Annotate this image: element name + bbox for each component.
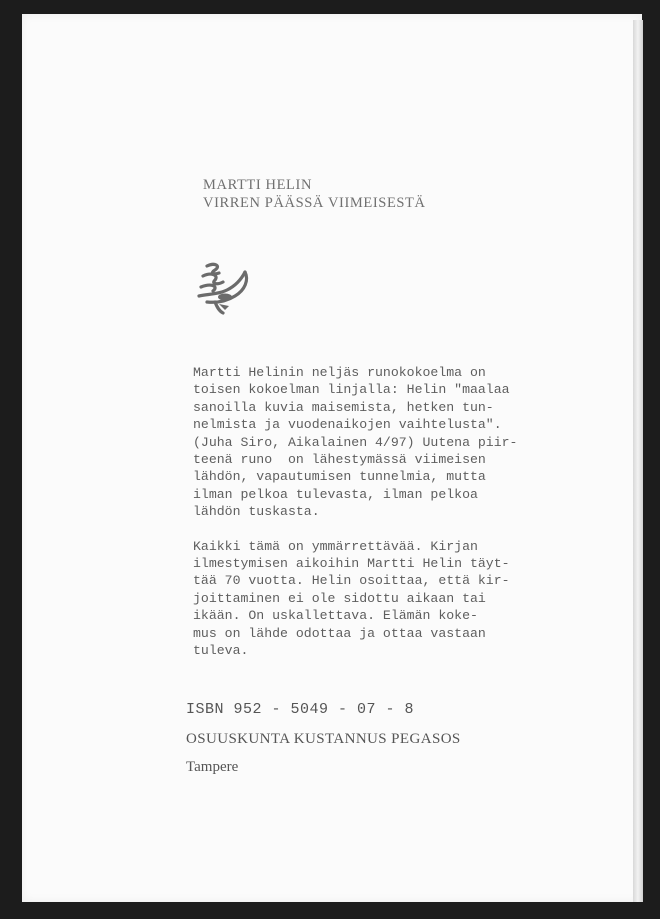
text-line: ilmestymisen aikoihin Martti Helin täyt-	[193, 556, 510, 572]
text-line: tuleva.	[193, 643, 249, 659]
book-description	[193, 364, 558, 660]
text-line: ikään. On uskallettava. Elämän koke-	[193, 608, 478, 624]
book-header	[203, 176, 426, 212]
text-line: lähdön, vapautumisen tunnelmia, mutta	[193, 469, 486, 485]
text-line: teenä runo on lähestymässä viimeisen	[193, 452, 486, 468]
page-edge	[633, 20, 643, 902]
text-line: Kaikki tämä on ymmärrettävää. Kirjan	[193, 538, 478, 554]
text-line: Martti Helinin neljäs runokokoelma on	[193, 365, 486, 380]
text-line: sanoilla kuvia maisemista, hetken tun-	[193, 399, 494, 415]
text-line: nelmista ja vuodenaikojen vaihtelusta".	[193, 417, 502, 433]
description-paragraph-1	[193, 364, 558, 521]
text-line: toisen kokoelman linjalla: Helin "maalaa	[193, 382, 510, 398]
pegasos-logo-icon	[195, 260, 253, 318]
text-line: lähdön tuskasta.	[193, 504, 320, 520]
text-line: joittaminen ei ole sidottu aikaan tai	[193, 590, 486, 606]
publisher-name: OSUUSKUNTA KUSTANNUS PEGASOS	[186, 731, 461, 747]
publisher-city: Tampere	[186, 759, 239, 775]
text-line: (Juha Siro, Aikalainen 4/97) Uutena piir-	[193, 434, 518, 450]
text-line: mus on lähde odottaa ja ottaa vastaan	[193, 625, 486, 641]
book-title: VIRREN PÄÄSSÄ VIIMEISESTÄ	[203, 195, 426, 211]
isbn-number: ISBN 952 - 5049 - 07 - 8	[186, 701, 415, 718]
description-paragraph-2	[193, 538, 558, 660]
author-name: MARTTI HELIN	[203, 177, 313, 193]
text-line: tää 70 vuotta. Helin osoittaa, että kir-	[193, 573, 510, 589]
text-line: ilman pelkoa tulevasta, ilman pelkoa	[193, 486, 478, 502]
